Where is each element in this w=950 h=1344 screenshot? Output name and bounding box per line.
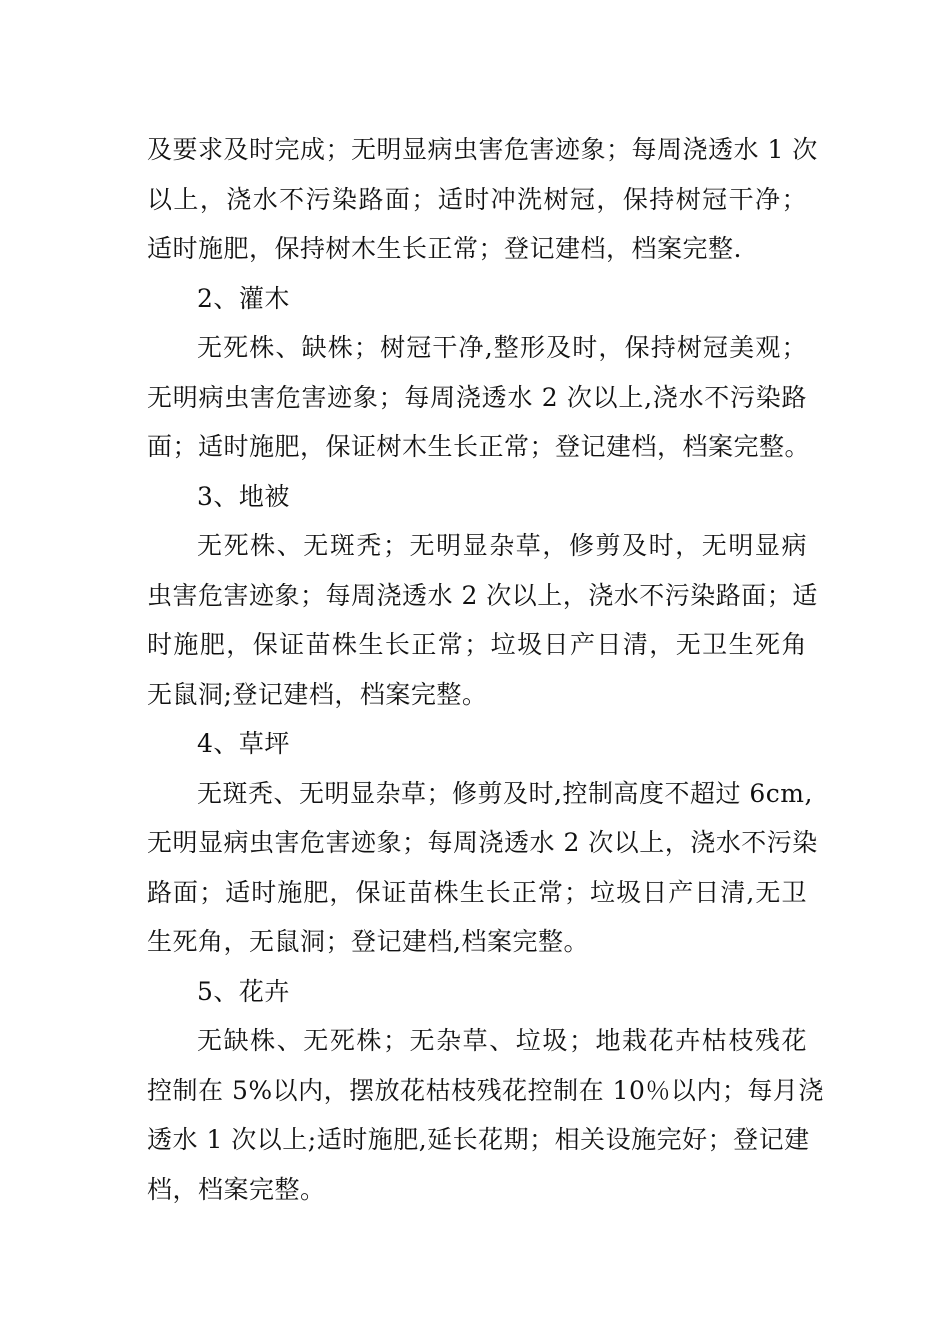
section-heading: 5、花卉 [197,976,290,1006]
text-line: 无斑秃、无明显杂草；修剪及时,控制高度不超过 6cm, [197,778,813,808]
section-heading: 4、草坪 [197,729,290,758]
text-line: 无死株、无斑秃；无明显杂草，修剪及时，无明显病 [197,531,807,560]
text-line: 及要求及时完成；无明显病虫害危害迹象；每周浇透水 1 次 [147,135,818,164]
text-line: 无明显病虫害危害迹象；每周浇透水 2 次以上，浇水不污染 [147,828,818,857]
section-heading: 2、灌木 [197,283,290,313]
section-ground-cover [147,472,818,720]
text-line: 路面；适时施肥，保证苗株生长正常；垃圾日产日清,无卫 [147,877,807,907]
text-line: 时施肥，保证苗株生长正常；垃圾日产日清，无卫生死角 [147,630,807,659]
section-heading: 3、地被 [197,481,290,511]
section-flowers [147,967,824,1215]
text-line: 以上，浇水不污染路面；适时冲洗树冠，保持树冠干净； [147,184,807,214]
section-lawn [147,719,818,967]
text-line: 生死角，无鼠洞；登记建档,档案完整。 [147,927,589,956]
text-line: 无明病虫害危害迹象；每周浇透水 2 次以上,浇水不污染路 [147,382,807,412]
text-line: 无缺株、无死株；无杂草、垃圾；地栽花卉枯枝残花 [197,1026,807,1055]
text-line: 档，档案完整。 [147,1174,326,1204]
intro-paragraph [147,125,818,274]
document-body [147,125,824,1214]
text-line: 无死株、缺株；树冠干净,整形及时，保持树冠美观； [197,333,807,362]
text-line: 无鼠洞;登记建档，档案完整。 [147,679,488,709]
text-line: 适时施肥，保持树木生长正常；登记建档，档案完整. [147,234,742,263]
section-shrubs [147,274,811,472]
text-line: 透水 1 次以上;适时施肥,延长花期；相关设施完好；登记建 [147,1125,810,1154]
text-line: 控制在 5%以内，摆放花枯枝残花控制在 10％以内；每月浇 [147,1075,824,1105]
text-line: 虫害危害迹象；每周浇透水 2 次以上，浇水不污染路面；适 [147,580,818,610]
text-line: 面；适时施肥，保证树木生长正常；登记建档，档案完整。 [147,432,811,461]
